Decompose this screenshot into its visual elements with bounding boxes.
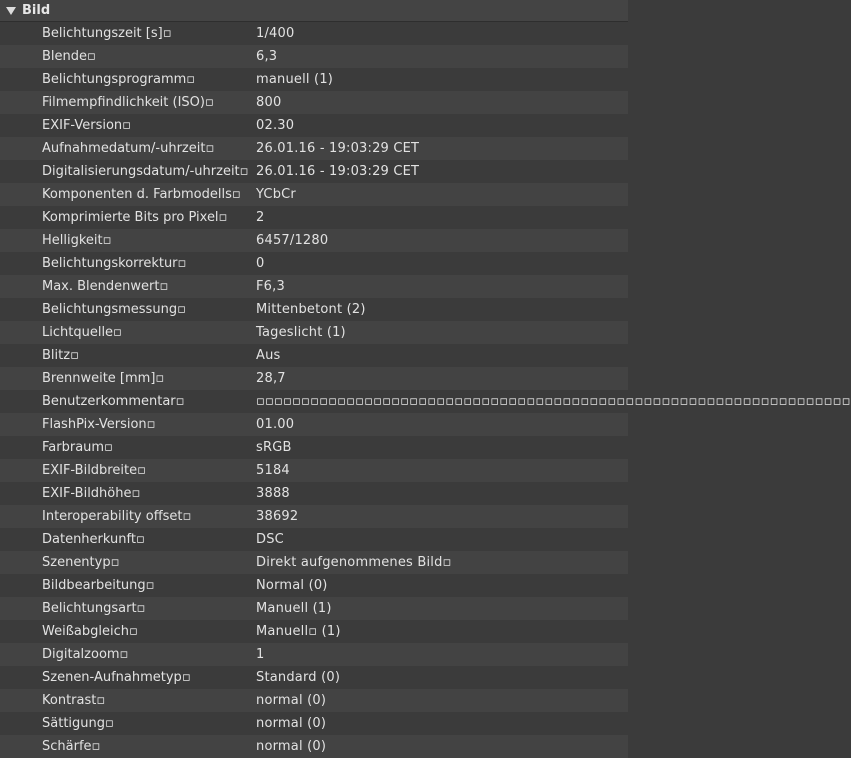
property-value: Normal (0) xyxy=(256,578,328,593)
table-row[interactable] xyxy=(0,574,628,597)
table-row[interactable] xyxy=(0,344,628,367)
property-name: FlashPix-Version▫ xyxy=(42,417,156,432)
table-row[interactable] xyxy=(0,735,628,758)
property-name: Belichtungskorrektur▫ xyxy=(42,256,187,271)
table-row[interactable] xyxy=(0,459,628,482)
table-row[interactable] xyxy=(0,367,628,390)
table-row[interactable] xyxy=(0,91,628,114)
property-name: Weißabgleich▫ xyxy=(42,624,138,639)
property-name: Szenen-Aufnahmetyp▫ xyxy=(42,670,191,685)
property-name: Belichtungszeit [s]▫ xyxy=(42,26,172,41)
table-row[interactable] xyxy=(0,390,851,413)
property-name: Filmempfindlichkeit (ISO)▫ xyxy=(42,95,214,110)
property-name: Benutzerkommentar▫ xyxy=(42,394,185,409)
property-name: EXIF-Version▫ xyxy=(42,118,131,133)
property-name: Schärfe▫ xyxy=(42,739,101,754)
table-row[interactable] xyxy=(0,137,628,160)
section-title: Bild xyxy=(22,3,51,18)
table-row[interactable] xyxy=(0,206,628,229)
table-row[interactable] xyxy=(0,482,628,505)
table-row[interactable] xyxy=(0,275,628,298)
property-name: Komponenten d. Farbmodells▫ xyxy=(42,187,241,202)
table-row[interactable] xyxy=(0,321,628,344)
property-name: EXIF-Bildhöhe▫ xyxy=(42,486,141,501)
property-value: 1/400 xyxy=(256,26,295,41)
property-value: 01.00 xyxy=(256,417,295,432)
section-header-bild[interactable] xyxy=(0,0,628,22)
property-name: Aufnahmedatum/-uhrzeit▫ xyxy=(42,141,215,156)
property-name: Digitalzoom▫ xyxy=(42,647,129,662)
table-row[interactable] xyxy=(0,298,628,321)
property-name: Helligkeit▫ xyxy=(42,233,112,248)
property-value: sRGB xyxy=(256,440,292,455)
table-row[interactable] xyxy=(0,45,628,68)
property-value: Tageslicht (1) xyxy=(256,325,346,340)
property-name: Komprimierte Bits pro Pixel▫ xyxy=(42,210,228,225)
table-row[interactable] xyxy=(0,551,628,574)
property-value: ▫▫▫▫▫▫▫▫▫▫▫▫▫▫▫▫▫▫▫▫▫▫▫▫▫▫▫▫▫▫▫▫▫▫▫▫▫▫▫▫▫▫▫▫▫▫▫▫▫▫▫▫▫▫▫▫▫▫▫▫▫▫▫▫▫▫ xyxy=(256,394,851,409)
table-row[interactable] xyxy=(0,712,628,735)
table-row[interactable] xyxy=(0,436,628,459)
property-value: normal (0) xyxy=(256,693,327,708)
property-name: Lichtquelle▫ xyxy=(42,325,122,340)
property-value: 26.01.16 - 19:03:29 CET xyxy=(256,164,420,179)
triangle-down-icon[interactable] xyxy=(4,4,18,18)
property-name: Datenherkunft▫ xyxy=(42,532,145,547)
property-value: 6457/1280 xyxy=(256,233,329,248)
table-row[interactable] xyxy=(0,22,628,45)
property-name: Blende▫ xyxy=(42,49,96,64)
property-value: normal (0) xyxy=(256,716,327,731)
property-value: Manuell (1) xyxy=(256,601,332,616)
property-value: Standard (0) xyxy=(256,670,341,685)
property-value: 800 xyxy=(256,95,282,110)
property-name: Brennweite [mm]▫ xyxy=(42,371,165,386)
table-row[interactable] xyxy=(0,252,628,275)
property-value: YCbCr xyxy=(256,187,296,202)
property-value: 38692 xyxy=(256,509,299,524)
table-row[interactable] xyxy=(0,528,628,551)
property-value: Mittenbetont (2) xyxy=(256,302,366,317)
property-name: Bildbearbeitung▫ xyxy=(42,578,155,593)
property-name: Max. Blendenwert▫ xyxy=(42,279,169,294)
property-name: Digitalisierungsdatum/-uhrzeit▫ xyxy=(42,164,249,179)
table-row[interactable] xyxy=(0,597,628,620)
table-row[interactable] xyxy=(0,183,628,206)
property-value: 02.30 xyxy=(256,118,295,133)
table-row[interactable] xyxy=(0,666,628,689)
property-name: Belichtungsart▫ xyxy=(42,601,146,616)
property-name: Farbraum▫ xyxy=(42,440,113,455)
property-value: normal (0) xyxy=(256,739,327,754)
table-row[interactable] xyxy=(0,689,628,712)
property-value: 26.01.16 - 19:03:29 CET xyxy=(256,141,420,156)
property-name: Interoperability offset▫ xyxy=(42,509,192,524)
property-value: manuell (1) xyxy=(256,72,334,87)
table-row[interactable] xyxy=(0,643,628,666)
property-value: F6,3 xyxy=(256,279,285,294)
property-value: 6,3 xyxy=(256,49,278,64)
table-row[interactable] xyxy=(0,68,628,91)
property-value: DSC xyxy=(256,532,284,547)
property-value: 1 xyxy=(256,647,265,662)
property-value: 5184 xyxy=(256,463,290,478)
property-value: Aus xyxy=(256,348,281,363)
property-value: 2 xyxy=(256,210,265,225)
property-value: 28,7 xyxy=(256,371,286,386)
property-name: Belichtungsmessung▫ xyxy=(42,302,186,317)
property-name: Blitz▫ xyxy=(42,348,79,363)
table-row[interactable] xyxy=(0,229,628,252)
property-value: Direkt aufgenommenes Bild▫ xyxy=(256,555,452,570)
table-row[interactable] xyxy=(0,160,628,183)
table-row[interactable] xyxy=(0,505,628,528)
table-row[interactable] xyxy=(0,620,628,643)
property-name: EXIF-Bildbreite▫ xyxy=(42,463,146,478)
property-value: 3888 xyxy=(256,486,290,501)
property-value: 0 xyxy=(256,256,265,271)
property-name: Sättigung▫ xyxy=(42,716,114,731)
property-name: Belichtungsprogramm▫ xyxy=(42,72,196,87)
metadata-rows xyxy=(0,22,851,758)
property-value: Manuell▫ (1) xyxy=(256,624,341,639)
property-name: Szenentyp▫ xyxy=(42,555,120,570)
property-name: Kontrast▫ xyxy=(42,693,106,708)
table-row[interactable] xyxy=(0,413,628,436)
table-row[interactable] xyxy=(0,114,628,137)
